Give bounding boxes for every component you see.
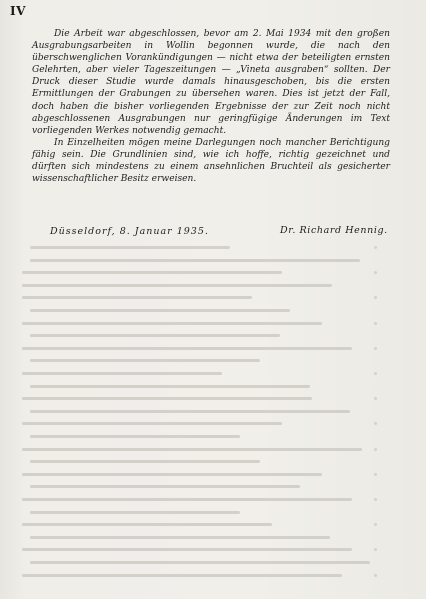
show-through-line — [30, 385, 310, 388]
show-through-mark — [374, 397, 377, 400]
show-through-line — [22, 473, 322, 476]
show-through-line — [22, 448, 362, 451]
show-through-line — [22, 271, 282, 274]
author-signature: Dr. Richard Hennig. — [280, 225, 388, 236]
show-through-line — [30, 485, 300, 488]
show-through-line — [22, 422, 282, 425]
show-through-mark — [374, 322, 377, 325]
show-through-line — [30, 511, 240, 514]
show-through-texture — [0, 238, 426, 599]
show-through-mark — [374, 574, 377, 577]
show-through-line — [22, 284, 332, 287]
show-through-mark — [374, 498, 377, 501]
show-through-mark — [374, 296, 377, 299]
show-through-line — [30, 309, 290, 312]
show-through-line — [30, 246, 230, 249]
page-number: IV — [10, 4, 26, 18]
show-through-line — [30, 561, 370, 564]
show-through-mark — [374, 347, 377, 350]
show-through-mark — [374, 473, 377, 476]
show-through-line — [22, 347, 352, 350]
show-through-line — [22, 322, 322, 325]
show-through-mark — [374, 372, 377, 375]
show-through-mark — [374, 271, 377, 274]
show-through-mark — [374, 448, 377, 451]
show-through-line — [30, 536, 330, 539]
show-through-line — [30, 460, 260, 463]
paragraph-2: In Einzelheiten mögen meine Darlegungen noch mancher Berichtigung fähig sein. Die Grundlinien sind, wie ich hoffe, richtig gezeichnet und dürften sich mindestens zu einem ansehnlichen Bruchteil als gesicherter wissenschaftlicher Besitz erweisen. — [32, 137, 390, 185]
show-through-line — [22, 523, 272, 526]
show-through-line — [22, 548, 352, 551]
show-through-line — [30, 259, 360, 262]
paragraph-1: Die Arbeit war abgeschlossen, bevor am 2. Mai 1934 mit den großen Ausgrabungsarbeiten in Wollin begonnen wurde, die nach den überschwenglichen Vorankündigungen — nicht etwa der beteiligten ernsten Gelehrten, aber vieler Tageszeitungen — „Vineta ausgraben“ sollten. Der Druck dieser Studie wurde damals hinausgeschoben, bis die ersten Ermittlungen der Grabungen zu übersehen waren. Dies ist jetzt der Fall, doch haben die bisher vorliegenden Ergebnisse der zur Zeit noch nicht abgeschlossenen Ausgrabungen nur geringfügige Änderungen im Text vorliegenden Werkes notwendig gemacht. — [32, 29, 390, 136]
show-through-mark — [374, 523, 377, 526]
show-through-mark — [374, 422, 377, 425]
dateline: Düsseldorf, 8. Januar 1935. — [50, 226, 209, 237]
show-through-line — [30, 334, 280, 337]
show-through-line — [22, 372, 222, 375]
show-through-line — [22, 296, 252, 299]
show-through-line — [22, 397, 312, 400]
show-through-line — [22, 574, 342, 577]
show-through-mark — [374, 246, 377, 249]
show-through-line — [30, 435, 240, 438]
show-through-mark — [374, 548, 377, 551]
show-through-line — [22, 498, 352, 501]
show-through-line — [30, 410, 350, 413]
preface-text — [32, 28, 390, 185]
show-through-line — [30, 359, 260, 362]
